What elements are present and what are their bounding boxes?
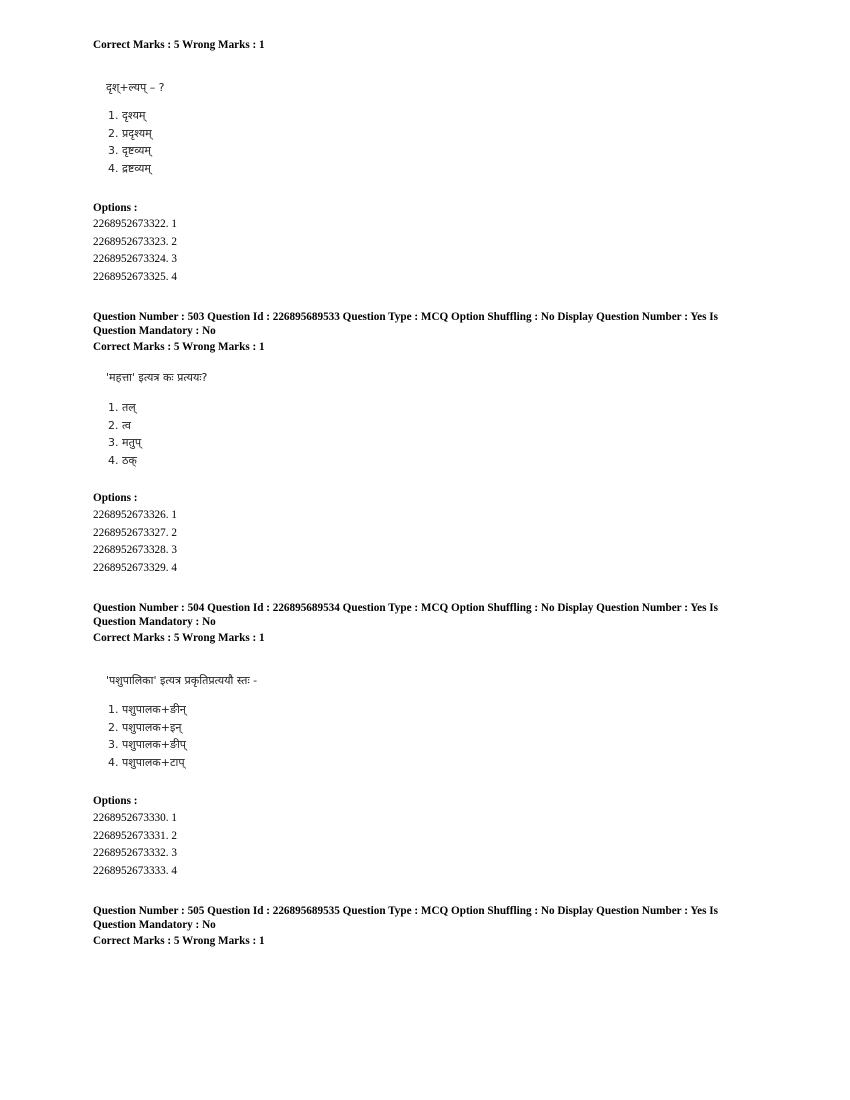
q502-choice-3: 3. दृष्टव्यम् [108,144,151,158]
q505-header-line-2: Question Mandatory : No [93,919,216,931]
q504-marks: Correct Marks : 5 Wrong Marks : 1 [93,632,265,644]
q503-option-id-2: 2268952673327. 2 [93,526,177,539]
q502-choice-2: 2. प्रदृश्यम् [108,126,152,140]
q504-choice-4: 4. पशुपालक+टाप् [108,756,185,770]
q504-option-id-1: 2268952673330. 1 [93,812,177,824]
q504-choice-list [108,701,186,772]
q503-header-line-2: Question Mandatory : No [93,325,216,337]
q504-options-label: Options : [93,795,138,807]
q503-choice-list [108,399,141,470]
q502-option-id-4: 2268952673325. 4 [93,271,177,284]
q503-choice-1: 1. तल् [108,401,136,414]
q503-option-id-3: 2268952673328. 3 [93,544,177,557]
q503-choice-3: 3. मतुप् [108,436,142,450]
q504-question-text: 'पशुपालिका' इत्यत्र प्रकृतिप्रत्ययौ स्तः - [106,674,258,687]
q504-choice-2: 2. पशुपालक+इन् [108,720,182,734]
q504-option-id-3: 2268952673332. 3 [93,847,177,860]
q503-question-text: 'महत्ता' इत्यत्र कः प्रत्ययः? [106,371,208,384]
q502-option-id-2: 2268952673323. 2 [93,235,177,248]
q502-option-id-1: 2268952673322. 1 [93,218,177,230]
q503-choice-4: 4. ठक् [108,454,137,468]
q502-marks: Correct Marks : 5 Wrong Marks : 1 [93,39,265,51]
q503-marks: Correct Marks : 5 Wrong Marks : 1 [93,341,265,353]
q502-option-ids [93,216,177,287]
q502-choice-list [108,107,152,178]
q504-option-id-4: 2268952673333. 4 [93,865,177,878]
q503-option-ids [93,507,177,578]
q503-option-id-4: 2268952673329. 4 [93,562,177,575]
q504-option-ids [93,810,177,881]
q505-marks: Correct Marks : 5 Wrong Marks : 1 [93,935,265,947]
q504-choice-3: 3. पशुपालक+ङीप् [108,738,187,752]
q505-header-line-1: Question Number : 505 Question Id : 226895689535 Question Type : MCQ Option Shuffling : No Display Question Number : Yes Is [93,905,719,917]
q504-header-line-1: Question Number : 504 Question Id : 226895689534 Question Type : MCQ Option Shuffling : No Display Question Number : Yes Is [93,602,719,614]
q504-header-line-2: Question Mandatory : No [93,616,216,628]
q503-options-label: Options : [93,492,138,504]
q503-choice-2: 2. त्व [108,418,132,432]
q504-choice-1: 1. पशुपालक+ङीन् [108,703,186,716]
q502-option-id-3: 2268952673324. 3 [93,253,177,266]
q503-header-line-1: Question Number : 503 Question Id : 226895689533 Question Type : MCQ Option Shuffling : No Display Question Number : Yes Is [93,311,719,323]
q502-choice-1: 1. दृश्यम् [108,109,146,122]
q502-choice-4: 4. द्रष्टव्यम् [108,162,151,176]
q504-option-id-2: 2268952673331. 2 [93,829,177,842]
q502-question-text: दृश्+ल्यप् – ? [106,81,165,94]
q502-options-label: Options : [93,202,138,214]
q503-option-id-1: 2268952673326. 1 [93,509,177,521]
